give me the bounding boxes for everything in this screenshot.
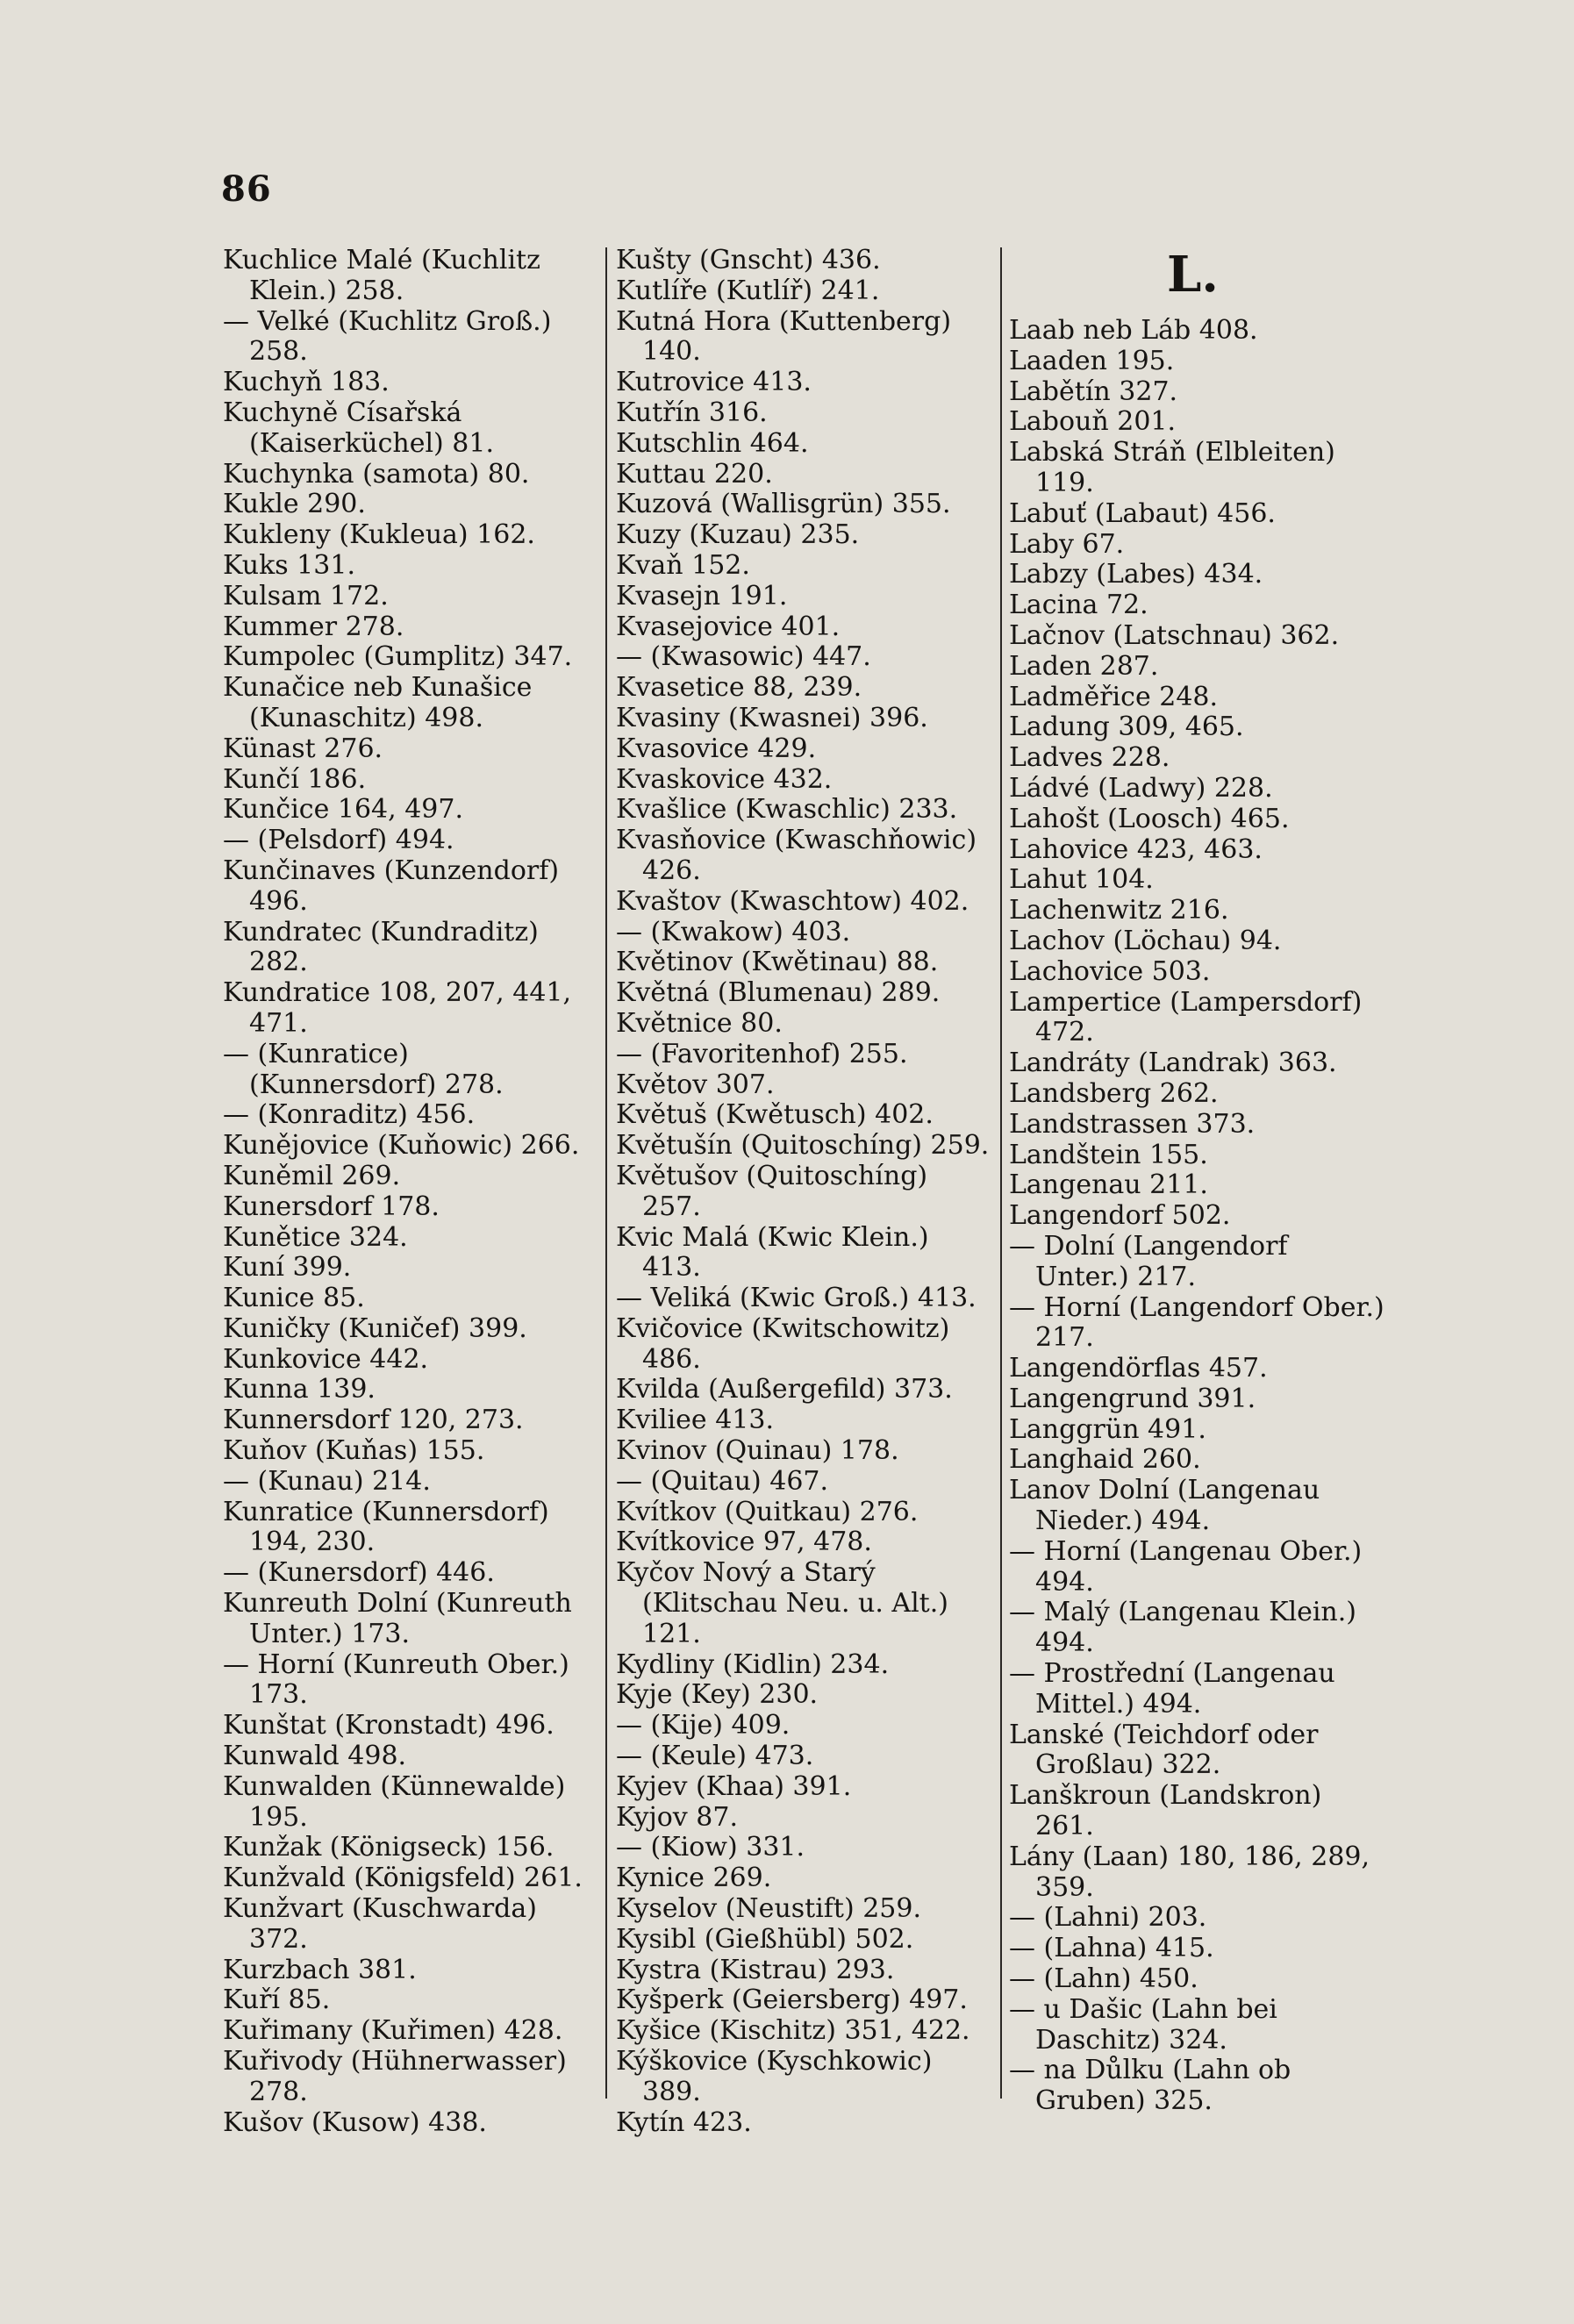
index-entry: Kunžvart (Kuschwarda) 372.: [223, 1893, 537, 1955]
index-entry: — (Kunratice) (Kunnersdorf) 278.: [223, 1038, 504, 1100]
index-entry: — (Kwasowic) 447.: [616, 641, 871, 673]
index-entry: Ladměřice 248.: [1009, 681, 1219, 712]
index-column-3: [1009, 316, 1386, 2117]
index-entry: Kuří 85.: [223, 1984, 331, 2016]
index-entry: Kynice 269.: [616, 1863, 772, 1894]
index-entry: Kýškovice (Kyschkowic) 389.: [616, 2046, 933, 2107]
index-entry: Kyšperk (Geiersberg) 497.: [616, 1984, 968, 2016]
index-entry: Lanské (Teichdorf oder Großlau) 322.: [1009, 1719, 1319, 1781]
page-number: 86: [221, 168, 272, 210]
index-entry: Labuť (Labaut) 456.: [1009, 497, 1276, 529]
index-entry: Květnice 80.: [616, 1007, 783, 1039]
index-entry: Kušov (Kusow) 438.: [223, 2106, 487, 2138]
index-entry: — (Kunersdorf) 446.: [223, 1557, 495, 1589]
index-entry: Landštein 155.: [1009, 1139, 1208, 1170]
index-entry: — (Konraditz) 456.: [223, 1099, 476, 1131]
index-entry: Kunersdorf 178.: [223, 1191, 440, 1222]
index-entry: — Horní (Kunreuth Ober.) 173.: [223, 1648, 569, 1711]
index-entry: Kunčí 186.: [223, 763, 367, 795]
index-entry: Kuchyň 183.: [223, 367, 390, 398]
index-entry: Kunwalden (Künnewalde) 195.: [223, 1770, 566, 1833]
index-entry: Květuš (Kwětusch) 402.: [616, 1099, 934, 1131]
index-entry: Kyje (Key) 230.: [616, 1679, 819, 1711]
index-entry: Kvic Malá (Kwic Klein.) 413.: [616, 1221, 929, 1284]
index-entry: Laaden 195.: [1009, 345, 1175, 376]
index-entry: Kyjev (Khaa) 391.: [616, 1770, 852, 1802]
index-entry: Kummer 278.: [223, 611, 404, 642]
index-entry: Landráty (Landrak) 363.: [1009, 1048, 1337, 1079]
index-entry: Kuchyně Císařská (Kaiserküchel) 81.: [223, 397, 495, 459]
index-entry: Kvaskovice 432.: [616, 763, 833, 795]
index-entry: Labzy (Labes) 434.: [1009, 559, 1263, 590]
index-entry: Kunreuth Dolní (Kunreuth Unter.) 173.: [223, 1588, 572, 1649]
index-entry: Kukle 290.: [223, 489, 366, 520]
index-entry: Kunštat (Kronstadt) 496.: [223, 1710, 554, 1741]
index-entry: Landstrassen 373.: [1009, 1108, 1256, 1140]
index-entry: — (Favoritenhof) 255.: [616, 1038, 908, 1069]
index-entry: Kutřín 316.: [616, 397, 768, 428]
index-entry: Lachovice 503.: [1009, 955, 1211, 987]
index-entry: Kvinov (Quinau) 178.: [616, 1435, 899, 1467]
index-entry: Ladves 228.: [1009, 742, 1170, 774]
index-entry: Kutschlin 464.: [616, 427, 809, 459]
index-entry: Laby 67.: [1009, 528, 1125, 560]
index-entry: Kyčov Nový a Starý (Klitschau Neu. u. Alt.) 121.: [616, 1557, 948, 1649]
index-entry: Kysibl (Gießhübl) 502.: [616, 1923, 914, 1955]
index-entry: — (Kunau) 214.: [223, 1465, 431, 1497]
index-entry: Kunčinaves (Kunzendorf) 496.: [223, 855, 560, 917]
index-entry: Květinov (Kwětinau) 88.: [616, 947, 939, 978]
index-entry: Kuchlice Malé (Kuchlitz Klein.) 258.: [223, 245, 540, 306]
index-entry: Kulsam 172.: [223, 580, 389, 611]
index-entry: Kunžak (Königseck) 156.: [223, 1832, 554, 1863]
index-entry: Kurzbach 381.: [223, 1954, 417, 1985]
index-entry: Kunčice 164, 497.: [223, 794, 464, 826]
index-entry: — u Dašic (Lahn bei Daschitz) 324.: [1009, 1993, 1277, 2056]
index-entry: Lahut 104.: [1009, 864, 1154, 896]
index-entry: Kunna 139.: [223, 1374, 376, 1405]
index-entry: Lacina 72.: [1009, 590, 1148, 621]
index-entry: Kvilda (Außergefild) 373.: [616, 1374, 953, 1405]
index-entry: — (Kije) 409.: [616, 1710, 791, 1741]
index-entry: Kuzy (Kuzau) 235.: [616, 519, 860, 551]
index-entry: Květušov (Quitoschíng) 257.: [616, 1160, 928, 1222]
index-entry: Kvasňovice (Kwaschňowic) 426.: [616, 825, 977, 886]
index-entry: Kvaň 152.: [616, 549, 750, 581]
index-entry: — (Pelsdorf) 494.: [223, 825, 454, 856]
index-entry: — Prostřední (Langenau Mittel.) 494.: [1009, 1658, 1335, 1720]
index-entry: Kutlíře (Kutlíř) 241.: [616, 275, 880, 306]
index-entry: Květušín (Quitoschíng) 259.: [616, 1130, 990, 1162]
index-entry: Kvaštov (Kwaschtow) 402.: [616, 885, 969, 917]
index-entry: Labouň 201.: [1009, 406, 1177, 438]
index-entry: Květná (Blumenau) 289.: [616, 977, 941, 1009]
index-entry: — (Lahna) 415.: [1009, 1933, 1214, 1964]
index-entry: — (Kwakow) 403.: [616, 916, 851, 947]
index-entry: — Horní (Langenau Ober.) 494.: [1009, 1535, 1363, 1598]
index-column-2: [616, 246, 993, 2138]
index-entry: Kunžvald (Königsfeld) 261.: [223, 1863, 583, 1894]
index-entry: — (Kiow) 331.: [616, 1832, 805, 1863]
index-entry: Kuzová (Wallisgrün) 355.: [616, 489, 951, 520]
index-entry: — Malý (Langenau Klein.) 494.: [1009, 1597, 1356, 1659]
index-entry: Langendorf 502.: [1009, 1200, 1231, 1232]
index-entry: Kundratice 108, 207, 441, 471.: [223, 977, 572, 1039]
index-entry: Kušty (Gnscht) 436.: [616, 245, 881, 275]
index-entry: Kviliee 413.: [616, 1405, 774, 1436]
index-entry: Kvítkovice 97, 478.: [616, 1527, 872, 1558]
index-column-1: [223, 246, 596, 2138]
index-entry: Ladung 309, 465.: [1009, 712, 1244, 743]
index-entry: Kukleny (Kukleua) 162.: [223, 519, 535, 551]
index-entry: Langendörflas 457.: [1009, 1353, 1268, 1384]
index-entry: — (Lahni) 203.: [1009, 1902, 1207, 1934]
index-entry: Langenau 211.: [1009, 1169, 1208, 1201]
index-entry: Lachenwitz 216.: [1009, 895, 1229, 926]
index-entry: Laden 287.: [1009, 650, 1159, 682]
index-entry: Kvasejn 191.: [616, 580, 788, 611]
index-entry: Kuničky (Kuničef) 399.: [223, 1312, 527, 1344]
index-entry: Labětín 327.: [1009, 375, 1178, 407]
index-entry: Kunwald 498.: [223, 1741, 407, 1772]
index-entry: Kunějovice (Kuňowic) 266.: [223, 1130, 580, 1162]
index-entry: Kyjov 87.: [616, 1801, 738, 1833]
index-entry: Kuní 399.: [223, 1252, 352, 1284]
letter-heading: L.: [1167, 246, 1219, 304]
index-entry: Kvasovice 429.: [616, 733, 817, 764]
index-entry: Lány (Laan) 180, 186, 289, 359.: [1009, 1841, 1370, 1903]
index-entry: Künast 276.: [223, 733, 383, 764]
index-entry: Kundratec (Kundraditz) 282.: [223, 916, 539, 978]
index-entry: Kvasiny (Kwasnei) 396.: [616, 702, 928, 733]
index-entry: Kvítkov (Quitkau) 276.: [616, 1496, 919, 1527]
index-entry: Kunnersdorf 120, 273.: [223, 1405, 524, 1436]
index-entry: — (Keule) 473.: [616, 1741, 814, 1772]
index-entry: Lahošt (Loosch) 465.: [1009, 803, 1290, 834]
index-entry: Lanškroun (Landskron) 261.: [1009, 1780, 1322, 1842]
index-entry: Langgrün 491.: [1009, 1413, 1206, 1445]
index-entry: Kunice 85.: [223, 1283, 365, 1314]
index-entry: Kvasejovice 401.: [616, 611, 841, 642]
index-entry: Ládvé (Ladwy) 228.: [1009, 772, 1273, 804]
index-entry: Lanov Dolní (Langenau Nieder.) 494.: [1009, 1475, 1320, 1537]
index-entry: Kuřimany (Kuřimen) 428.: [223, 2015, 563, 2047]
column-divider: [1000, 247, 1002, 2099]
index-entry: Kydliny (Kidlin) 234.: [616, 1648, 890, 1680]
index-entry: Kvičovice (Kwitschowitz) 486.: [616, 1312, 950, 1375]
index-entry: Kumpolec (Gumplitz) 347.: [223, 641, 573, 673]
index-entry: Kuks 131.: [223, 549, 355, 581]
index-entry: — Veliká (Kwic Groß.) 413.: [616, 1283, 977, 1314]
index-entry: — (Quitau) 467.: [616, 1465, 829, 1497]
index-entry: Langhaid 260.: [1009, 1444, 1201, 1476]
index-entry: — Horní (Langendorf Ober.) 217.: [1009, 1291, 1384, 1354]
index-entry: Langengrund 391.: [1009, 1383, 1256, 1414]
index-entry: Kunačice neb Kunašice (Kunaschitz) 498.: [223, 672, 533, 733]
index-entry: Kuchynka (samota) 80.: [223, 458, 530, 490]
index-entry: Kvašlice (Kwaschlic) 233.: [616, 794, 958, 826]
index-entry: Lampertice (Lampersdorf) 472.: [1009, 986, 1363, 1048]
index-entry: — Dolní (Langendorf Unter.) 217.: [1009, 1230, 1288, 1292]
index-entry: — (Lahn) 450.: [1009, 1963, 1198, 1995]
index-entry: Kyselov (Neustift) 259.: [616, 1893, 922, 1925]
index-entry: Kystra (Kistrau) 293.: [616, 1954, 895, 1985]
index-entry: Kunkovice 442.: [223, 1343, 429, 1375]
column-divider: [605, 247, 607, 2099]
index-entry: Kyšice (Kischitz) 351, 422.: [616, 2015, 970, 2047]
index-entry: Kuňov (Kuňas) 155.: [223, 1435, 485, 1467]
index-entry: Kunratice (Kunnersdorf) 194, 230.: [223, 1496, 549, 1558]
index-entry: Lachov (Löchau) 94.: [1009, 925, 1282, 956]
index-entry: Labská Stráň (Elbleiten) 119.: [1009, 437, 1335, 498]
index-entry: Laab neb Láb 408.: [1009, 315, 1258, 346]
index-entry: Kutná Hora (Kuttenberg) 140.: [616, 305, 952, 368]
index-entry: Kvasetice 88, 239.: [616, 672, 862, 704]
index-entry: Kuttau 220.: [616, 458, 773, 490]
index-entry: Lahovice 423, 463.: [1009, 833, 1263, 865]
index-entry: Kuřivody (Hühnerwasser) 278.: [223, 2046, 567, 2107]
index-entry: — Velké (Kuchlitz Groß.) 258.: [223, 305, 552, 368]
index-entry: Landsberg 262.: [1009, 1077, 1219, 1109]
index-entry: Kuněmil 269.: [223, 1160, 401, 1191]
index-entry: Lačnov (Latschnau) 362.: [1009, 619, 1340, 651]
index-entry: Kutrovice 413.: [616, 367, 812, 398]
index-entry: Kytín 423.: [616, 2106, 752, 2138]
index-entry: Květov 307.: [616, 1069, 775, 1100]
index-entry: Kunětice 324.: [223, 1221, 408, 1253]
index-entry: — na Důlku (Lahn ob Gruben) 325.: [1009, 2055, 1291, 2117]
